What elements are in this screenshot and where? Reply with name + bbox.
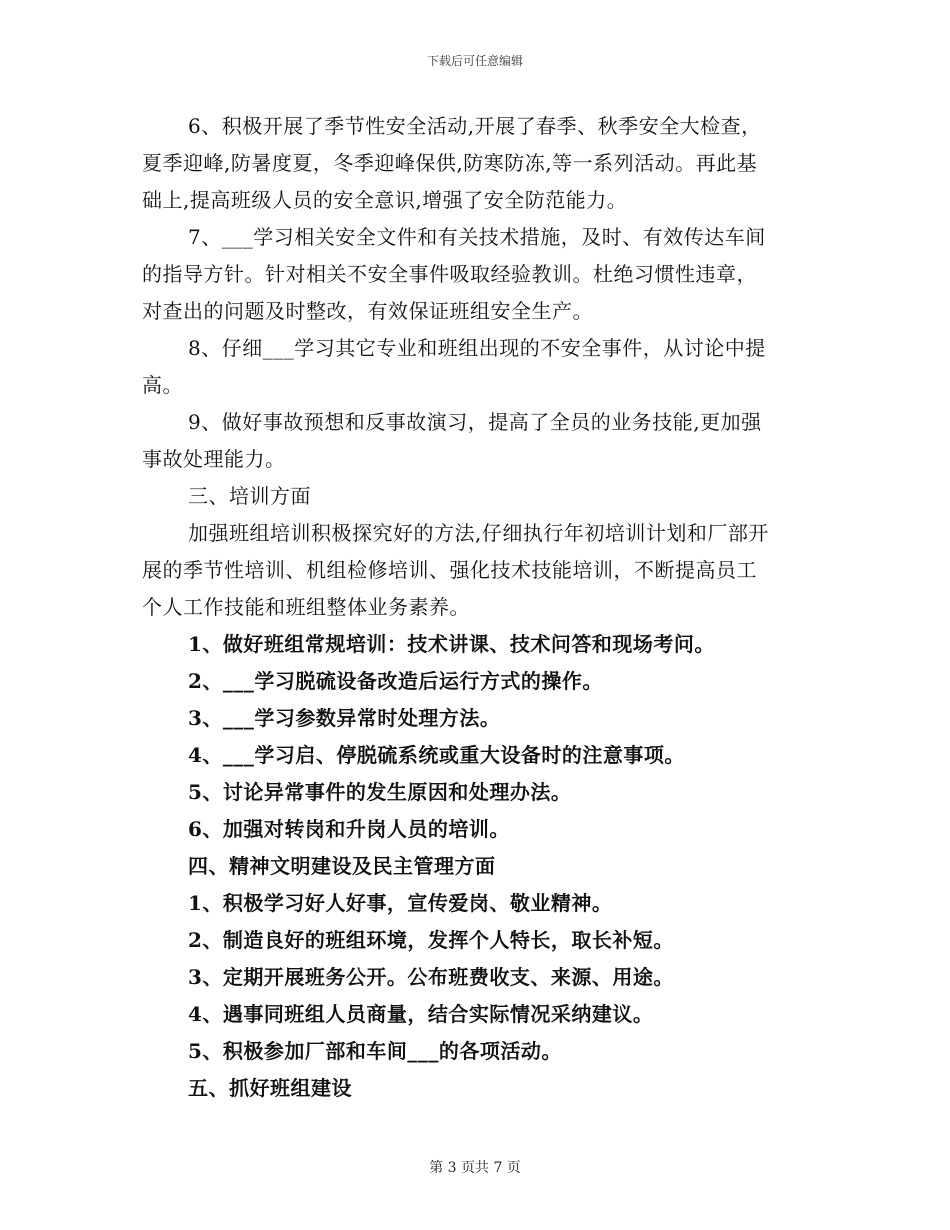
- text-line: 础上,提高班级人员的安全意识,增强了安全防范能力。: [142, 188, 628, 212]
- text-line: 4、遇事同班组人员商量，结合实际情况采纳建议。: [188, 1002, 654, 1026]
- text-line: 1、做好班组常规培训：技术讲课、技术问答和现场考问。: [188, 632, 715, 656]
- text-line: 的指导方针。针对相关不安全事件吸取经验教训。杜绝习惯性违章，: [142, 262, 757, 286]
- text-line: 9、做好事故预想和反事故演习，提高了全员的业务技能,更加强: [188, 410, 762, 434]
- text-line: 夏季迎峰,防暑度夏，冬季迎峰保供,防寒防冻,等一系列活动。再此基: [142, 151, 758, 175]
- page-header: 下载后可任意编辑: [426, 54, 523, 68]
- text-line: 展的季节性培训、机组检修培训、强化技术技能培训，不断提高员工: [142, 558, 757, 582]
- text-line: 加强班组培训积极探究好的方法,仔细执行年初培训计划和厂部开: [188, 521, 769, 545]
- text-line: 5、积极参加厂部和车间___的各项活动。: [188, 1039, 562, 1063]
- text-line: 五、抓好班组建设: [188, 1076, 352, 1100]
- text-line: 3、定期开展班务公开。公布班费收支、来源、用途。: [188, 965, 674, 989]
- page-footer: 第 3 页共 7 页: [429, 1160, 521, 1176]
- text-line: 5、讨论异常事件的发生原因和处理办法。: [188, 780, 572, 804]
- text-line: 6、积极开展了季节性安全活动,开展了春季、秋季安全大检查，: [188, 114, 762, 138]
- text-line: 7、___学习相关安全文件和有关技术措施，及时、有效传达车间: [188, 225, 766, 249]
- text-line: 事故处理能力。: [142, 447, 286, 471]
- text-line: 个人工作技能和班组整体业务素养。: [142, 595, 470, 619]
- text-line: 8、仔细___学习其它专业和班组出现的不安全事件，从讨论中提: [188, 336, 766, 360]
- text-line: 6、加强对转岗和升岗人员的培训。: [188, 817, 510, 841]
- text-line: 4、___学习启、停脱硫系统或重大设备时的注意事项。: [188, 743, 685, 767]
- text-line: 高。: [142, 373, 183, 397]
- text-line: 2、___学习脱硫设备改造后运行方式的操作。: [188, 669, 603, 693]
- text-line: 3、___学习参数异常时处理方法。: [188, 706, 501, 730]
- text-line: 对查出的问题及时整改，有效保证班组安全生产。: [142, 299, 593, 323]
- text-line: 四、精神文明建设及民主管理方面: [188, 854, 496, 878]
- text-line: 1、积极学习好人好事，宣传爱岗、敬业精神。: [188, 891, 613, 915]
- text-line: 2、制造良好的班组环境，发挥个人特长，取长补短。: [188, 928, 674, 952]
- document-body: [142, 108, 808, 1107]
- text-line: 三、培训方面: [188, 484, 311, 508]
